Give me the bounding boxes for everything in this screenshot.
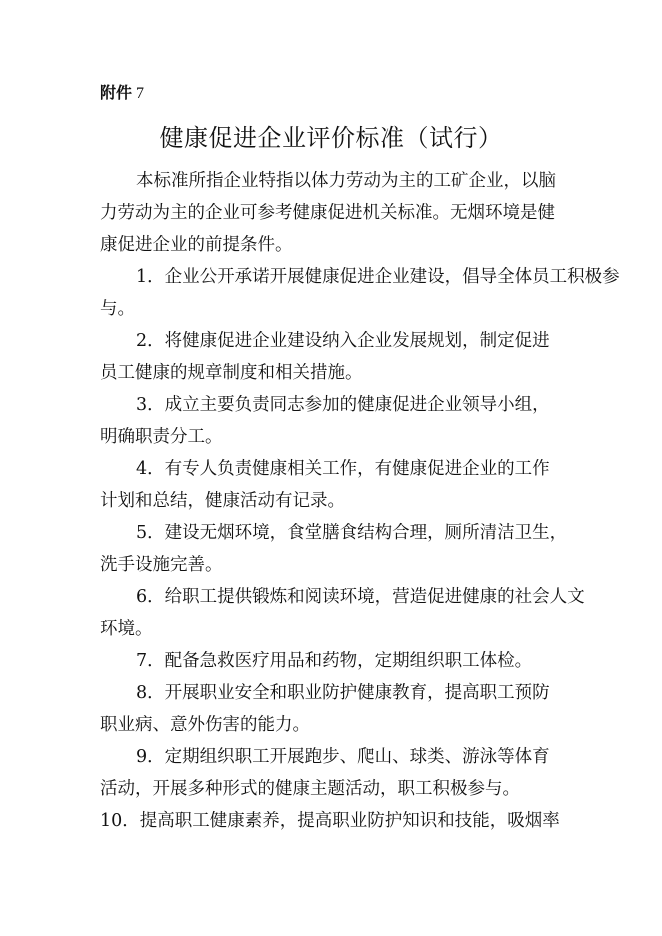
text-line: 计划和总结，健康活动有记录。 [100,491,345,511]
text-line: 7．配备急救医疗用品和药物，定期组织职工体检。 [136,651,533,671]
text-line: 2．将健康促进企业建设纳入企业发展规划，制定促进 [136,331,550,351]
attachment-number: 7 [136,85,145,102]
text-line: 5．建设无烟环境，食堂膳食结构合理，厕所清洁卫生， [136,523,568,543]
document-title: 健康促进企业评价标准（试行） [159,124,503,152]
text-line: 力劳动为主的企业可参考健康促进机关标准。无烟环境是健 [100,203,555,223]
text-line: 职业病、意外伤害的能力。 [100,715,310,735]
text-line: 活动，开展多种形式的健康主题活动，职工积极参与。 [100,779,520,799]
text-line: 与。 [100,299,135,319]
text-line: 8．开展职业安全和职业防护健康教育，提高职工预防 [136,683,550,703]
text-line: 3．成立主要负责同志参加的健康促进企业领导小组， [136,395,550,415]
text-line: 9．定期组织职工开展跑步、爬山、球类、游泳等体育 [136,747,550,767]
text-line: 6．给职工提供锻炼和阅读环境，营造促进健康的社会人文 [136,587,585,607]
text-line: 明确职责分工。 [100,427,223,447]
text-line: 洗手设施完善。 [100,555,223,575]
attachment-text: 附件 [100,83,133,102]
attachment-label [100,80,144,103]
text-line: 4．有专人负责健康相关工作，有健康促进企业的工作 [136,459,550,479]
text-line: 本标准所指企业特指以体力劳动为主的工矿企业，以脑 [136,171,556,191]
text-line: 康促进企业的前提条件。 [100,235,293,255]
text-line: 10．提高职工健康素养，提高职业防护知识和技能，吸烟率 [100,811,560,831]
text-line: 环境。 [100,619,153,639]
document-body [100,165,620,837]
text-line: 1．企业公开承诺开展健康促进企业建设，倡导全体员工积极参 [136,267,620,287]
text-line: 员工健康的规章制度和相关措施。 [100,363,363,383]
